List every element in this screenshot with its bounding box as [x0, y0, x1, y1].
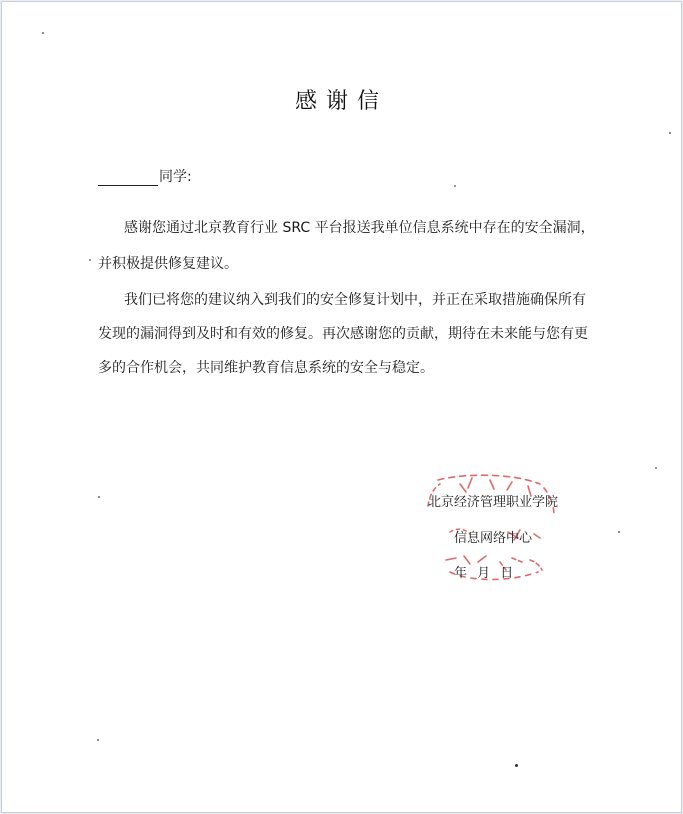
signature-department: 信息网络中心 [454, 531, 533, 546]
paragraph-1-line-2: 并积极提供修复建议。 [98, 256, 238, 272]
paragraph-2-line-1: 我们已将您的建议纳入到我们的安全修复计划中，并正在采取措施确保所有 [124, 292, 586, 308]
letter-title: 感谢信 [294, 89, 388, 114]
scan-speck [618, 531, 620, 533]
salutation [98, 166, 192, 186]
letter-page [1, 1, 682, 813]
scan-speck [669, 132, 671, 134]
scan-speck [89, 259, 91, 261]
signature-organization: 北京经济管理职业学院 [428, 495, 559, 510]
scan-speck [515, 764, 518, 767]
salutation-suffix: 同学: [159, 169, 192, 185]
scan-speck [42, 32, 44, 34]
scan-speck [655, 467, 657, 469]
paragraph-1-line-1: 感谢您通过北京教育行业 SRC 平台报送我单位信息系统中存在的安全漏洞， [124, 220, 595, 236]
signature-date: 年 月 日 [454, 566, 517, 581]
recipient-name-blank [98, 171, 158, 186]
scan-speck [98, 496, 100, 498]
scan-speck [97, 739, 99, 741]
paragraph-2-line-3: 多的合作机会，共同维护教育信息系统的安全与稳定。 [98, 360, 434, 376]
scan-speck [454, 185, 456, 187]
paragraph-2-line-2: 发现的漏洞得到及时和有效的修复。再次感谢您的贡献，期待在未来能与您有更 [98, 326, 588, 342]
